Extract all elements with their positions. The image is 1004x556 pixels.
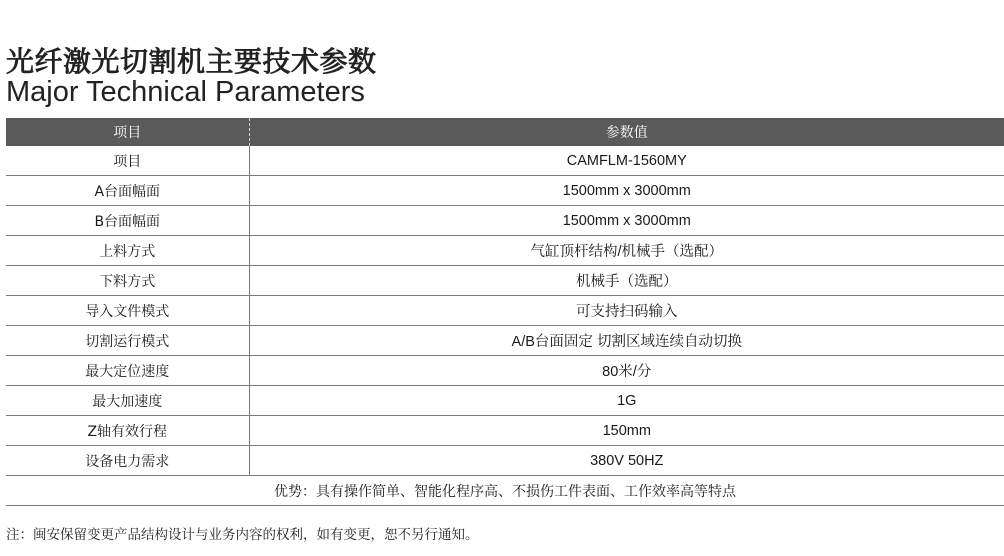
row-item: 下料方式: [6, 266, 249, 296]
row-value: 380V 50HZ: [249, 446, 1004, 476]
table-row: [6, 446, 1004, 476]
row-item: 切割运行模式: [6, 326, 249, 356]
table-row: [6, 206, 1004, 236]
row-item: B台面幅面: [6, 206, 249, 236]
row-item: 导入文件模式: [6, 296, 249, 326]
row-item: 最大定位速度: [6, 356, 249, 386]
row-value: 气缸顶杆结构/机械手（选配）: [249, 236, 1004, 266]
table-header-row: [6, 118, 1004, 146]
row-value: 1500mm x 3000mm: [249, 206, 1004, 236]
table-row: [6, 296, 1004, 326]
table-row: [6, 146, 1004, 176]
row-value: CAMFLM-1560MY: [249, 146, 1004, 176]
footnote: 注：闽安保留变更产品结构设计与业务内容的权利，如有变更，恕不另行通知。: [6, 527, 479, 543]
page-title-chinese: 光纤激光切割机主要技术参数: [6, 45, 377, 78]
row-item: 最大加速度: [6, 386, 249, 416]
row-value: 150mm: [249, 416, 1004, 446]
row-value: A/B台面固定 切割区域连续自动切换: [249, 326, 1004, 356]
row-item: 设备电力需求: [6, 446, 249, 476]
row-item: 上料方式: [6, 236, 249, 266]
table-row: [6, 326, 1004, 356]
row-value: 机械手（选配）: [249, 266, 1004, 296]
table-row: [6, 266, 1004, 296]
row-value: 80米/分: [249, 356, 1004, 386]
table-row: [6, 176, 1004, 206]
row-item: A台面幅面: [6, 176, 249, 206]
table-row: [6, 236, 1004, 266]
parameters-table: [6, 118, 1004, 506]
row-value: 1G: [249, 386, 1004, 416]
table-row: [6, 386, 1004, 416]
advantages-row: [6, 476, 1004, 506]
row-value: 1500mm x 3000mm: [249, 176, 1004, 206]
advantages-text: 优势：具有操作简单、智能化程序高、不损伤工件表面、工作效率高等特点: [6, 476, 1004, 506]
header-value: 参数值: [249, 118, 1004, 146]
header-item: 项目: [6, 118, 249, 146]
row-item: 项目: [6, 146, 249, 176]
row-value: 可支持扫码输入: [249, 296, 1004, 326]
table-row: [6, 356, 1004, 386]
table-row: [6, 416, 1004, 446]
page-title-english: Major Technical Parameters: [6, 76, 365, 108]
row-item: Z轴有效行程: [6, 416, 249, 446]
